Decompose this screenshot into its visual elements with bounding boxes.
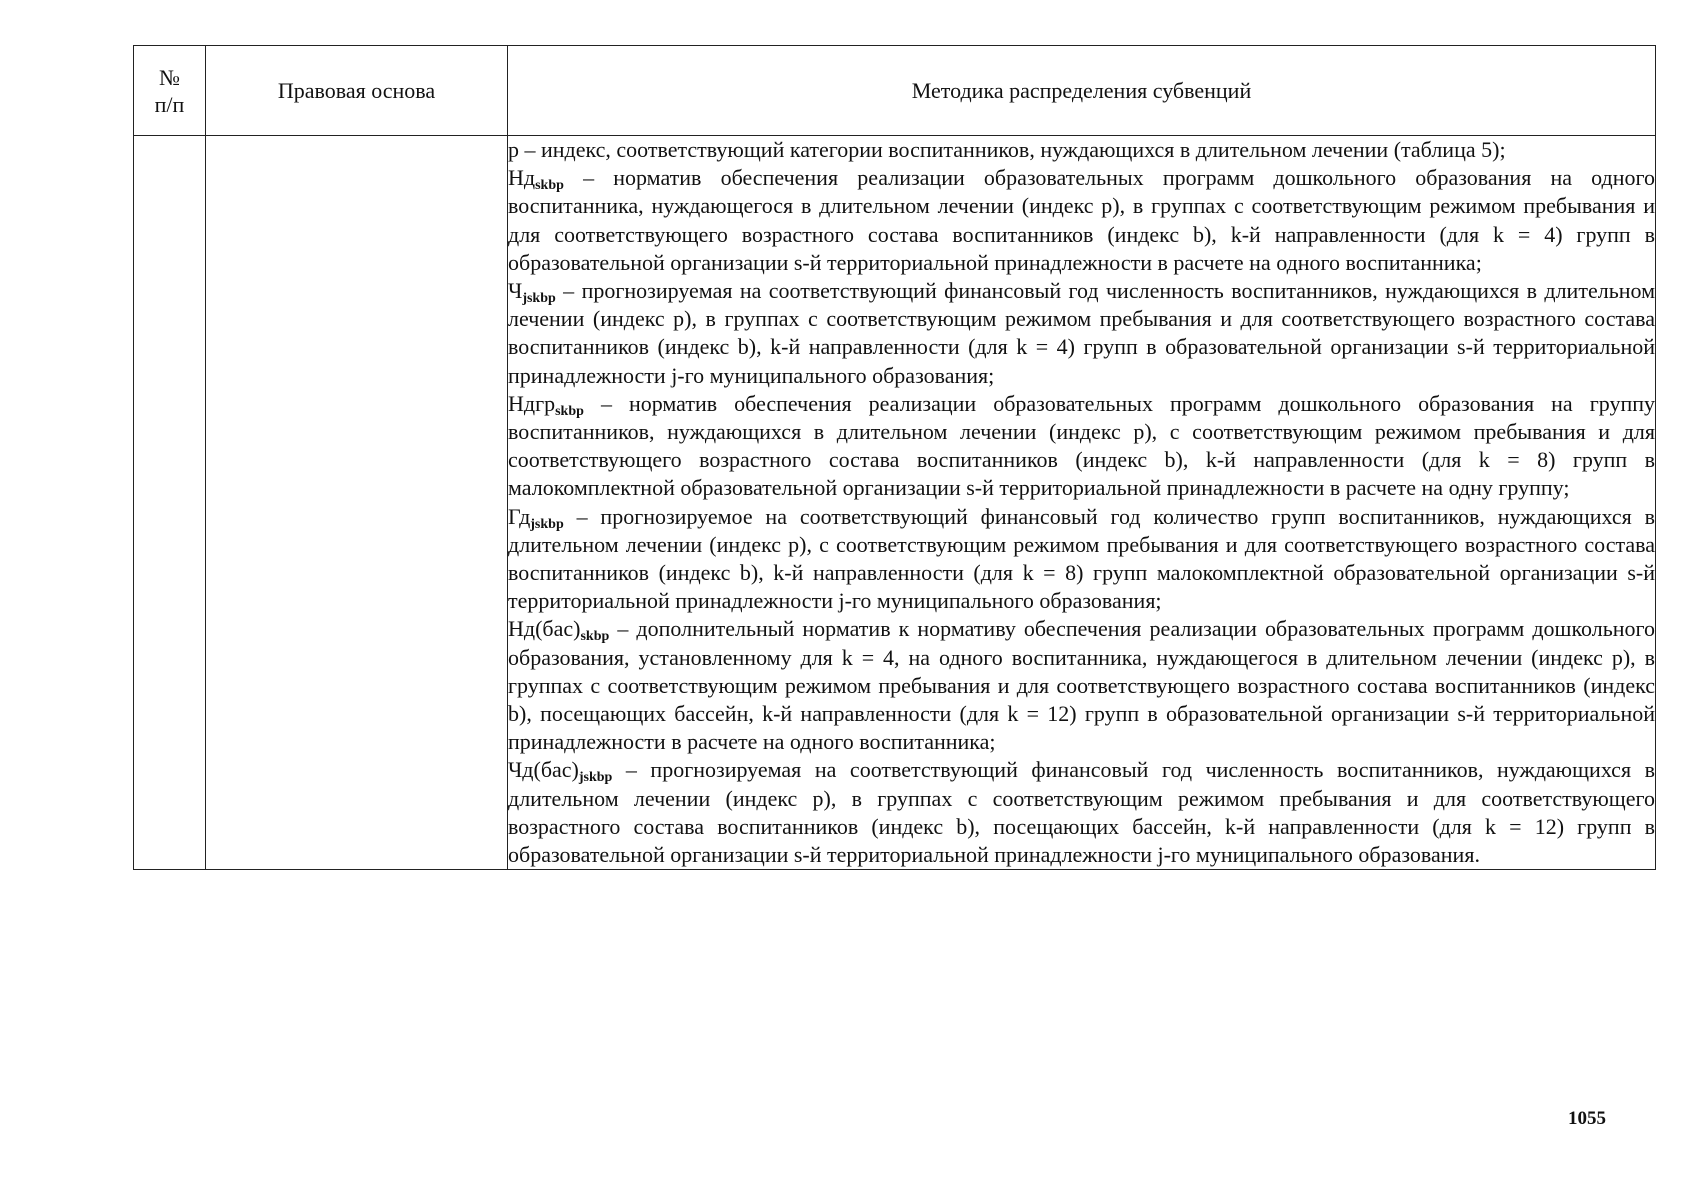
definition-symbol: Чд(бас) [508, 757, 579, 783]
definition-text: – норматив обеспечения реализации образовательных программ дошкольного образования на группу воспитанников, нуждающихся в длительном лечении (индекс p), с соответствующим режимом пребывания и для соответствующего возрастного состава воспитанников (индекс b), k-й направленности (для k = 8) групп в малокомплектной образовательной организации s-й территориальной принадлежности в расчете на одну группу; [508, 390, 1655, 501]
definition-symbol: Нд(бас) [508, 616, 581, 642]
definition-text: – прогнозируемое на соответствующий финансовый год количество групп воспитанников, нуждающихся в длительном лечении (индекс p), с соответствующим режимом пребывания и для соответствующего возрастного состава воспитанников (индекс b), k-й направленности (для k = 8) групп малокомплектной образовательной организации s-й территориальной принадлежности j-го муниципального образования; [508, 503, 1655, 614]
row-number-cell [134, 136, 206, 870]
definition-subscript: jskbp [578, 770, 613, 786]
table-header-row [134, 46, 1656, 136]
header-methodology: Методика распределения субвенций [508, 46, 1656, 136]
definition-subscript: skbp [535, 178, 564, 194]
definition-symbol: Гд [508, 503, 531, 529]
definition-text: – прогнозируемая на соответствующий финансовый год численность воспитанников, нуждающихся в длительном лечении (индекс p), в группах с соответствующим режимом пребывания и для соответствующего возрастного состава воспитанников (индекс b), k-й направленности (для k = 4) групп в образовательной организации s-й территориальной принадлежности j-го муниципального образования; [508, 278, 1655, 388]
definition-paragraph [508, 756, 1655, 869]
definition-text: – норматив обеспечения реализации образовательных программ дошкольного образования на одного воспитанника, нуждающегося в длительном лечении (индекс p), в группах с соответствующим режимом пребывания и для соответствующего возрастного состава воспитанников (индекс b), k-й направленности (для k = 4) групп в образовательной организации s-й территориальной принадлежности в расчете на одного воспитанника; [508, 165, 1655, 275]
row-legal-basis-cell [206, 136, 508, 870]
definition-paragraph [508, 136, 1655, 164]
definition-text: – прогнозируемая на соответствующий финансовый год численность воспитанников, нуждающихся в длительном лечении (индекс p), в группах с соответствующим режимом пребывания и для соответствующего возрастного состава воспитанников (индекс b), посещающих бассейн, k-й направленности (для k = 12) групп в образовательной организации s-й территориальной принадлежности j-го муниципального образования. [508, 757, 1655, 868]
definition-subscript: skbp [580, 629, 610, 645]
table-row [134, 136, 1656, 870]
header-number: № п/п [134, 46, 206, 136]
page-number: 1055 [1568, 1108, 1606, 1129]
definition-paragraph [508, 277, 1655, 390]
definition-subscript: jskbp [530, 516, 564, 532]
definition-text: – дополнительный норматив к нормативу обеспечения реализации образовательных программ дошкольного образования, установленному для k = 4, на одного воспитанника, нуждающегося в длительном лечении (индекс p), в группах с соответствующим режимом пребывания и для соответствующего возрастного состава воспитанников (индекс b), посещающих бассейн, k-й направленности (для k = 12) групп в образовательной организации s-й территориальной принадлежности в расчете на одного воспитанника; [508, 616, 1655, 755]
definition-paragraph [508, 164, 1655, 277]
definition-subscript: skbp [555, 403, 584, 419]
definition-paragraph [508, 615, 1655, 756]
definition-paragraph [508, 503, 1655, 616]
definition-symbol: Ндгр [508, 390, 556, 416]
definition-symbol: Нд [508, 165, 536, 191]
row-methodology-cell [508, 136, 1656, 870]
definition-text: p – индекс, соответствующий категории воспитанников, нуждающихся в длительном лечении (таблица 5); [508, 137, 1506, 162]
header-legal-basis: Правовая основа [206, 46, 508, 136]
definition-subscript: jskbp [522, 291, 556, 307]
definition-paragraph [508, 390, 1655, 503]
methodology-table [133, 45, 1656, 870]
definition-symbol: Ч [508, 278, 523, 304]
